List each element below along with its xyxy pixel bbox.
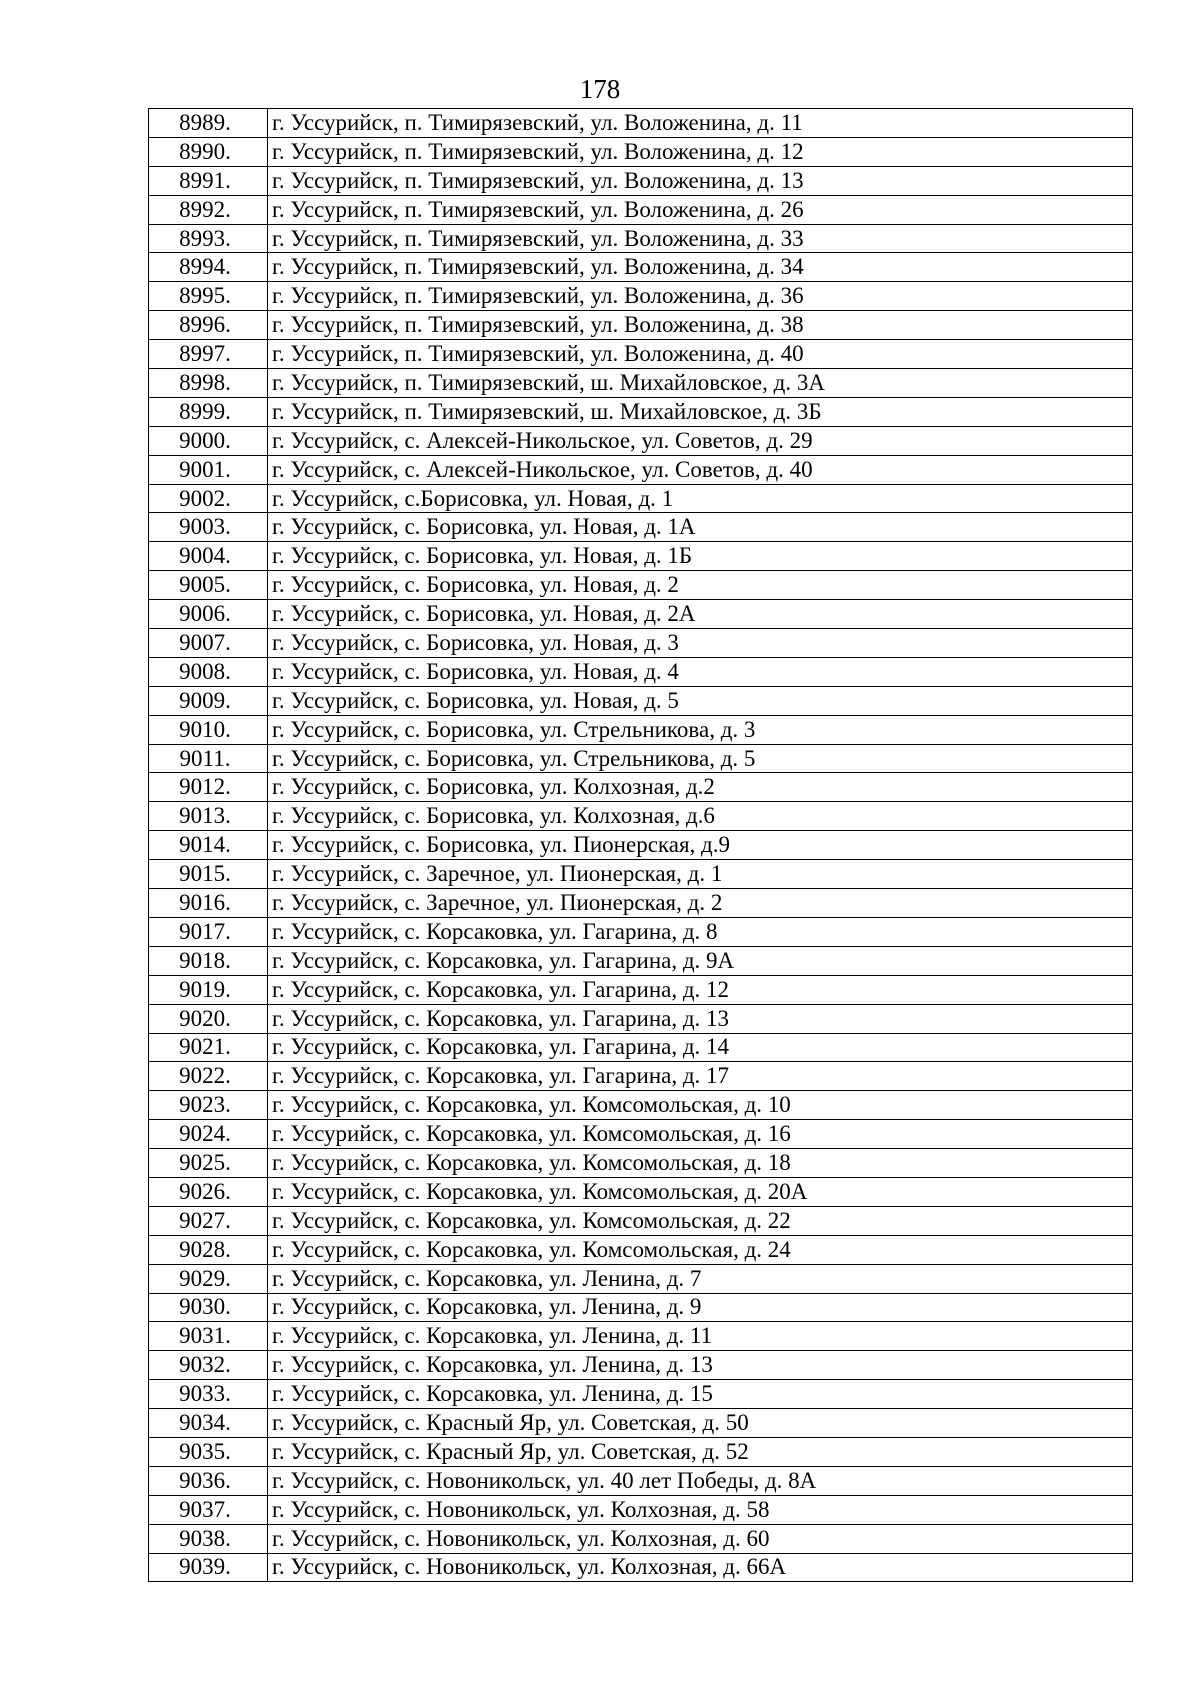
- row-number-cell: 8998.: [149, 369, 268, 398]
- table-row: [149, 946, 1133, 975]
- row-number-cell: 9035.: [149, 1437, 268, 1466]
- address-cell: г. Уссурийск, с. Алексей-Никольское, ул. Советов, д. 29: [268, 426, 1133, 455]
- table-row: [149, 1235, 1133, 1264]
- address-cell: г. Уссурийск, п. Тимирязевский, ул. Воложенина, д. 12: [268, 137, 1133, 166]
- row-number-cell: 9008.: [149, 657, 268, 686]
- address-cell: г. Уссурийск, с. Корсаковка, ул. Гагарина, д. 12: [268, 975, 1133, 1004]
- table-row: [149, 1206, 1133, 1235]
- address-table: [148, 108, 1133, 1582]
- table-row: [149, 166, 1133, 195]
- row-number-cell: 9014.: [149, 831, 268, 860]
- table-row: [149, 889, 1133, 918]
- table-row: [149, 1380, 1133, 1409]
- table-row: [149, 629, 1133, 658]
- address-cell: г. Уссурийск, п. Тимирязевский, ул. Воложенина, д. 33: [268, 224, 1133, 253]
- table-row: [149, 1322, 1133, 1351]
- table-row: [149, 455, 1133, 484]
- row-number-cell: 9031.: [149, 1322, 268, 1351]
- row-number-cell: 9037.: [149, 1495, 268, 1524]
- row-number-cell: 8995.: [149, 282, 268, 311]
- table-row: [149, 657, 1133, 686]
- row-number-cell: 9011.: [149, 744, 268, 773]
- table-row: [149, 484, 1133, 513]
- address-cell: г. Уссурийск, с. Корсаковка, ул. Гагарина, д. 8: [268, 917, 1133, 946]
- table-row: [149, 1351, 1133, 1380]
- table-row: [149, 802, 1133, 831]
- table-row: [149, 715, 1133, 744]
- address-cell: г. Уссурийск, с. Красный Яр, ул. Советская, д. 50: [268, 1409, 1133, 1438]
- row-number-cell: 9016.: [149, 889, 268, 918]
- address-cell: г. Уссурийск, с. Корсаковка, ул. Ленина, д. 15: [268, 1380, 1133, 1409]
- row-number-cell: 9022.: [149, 1062, 268, 1091]
- table-row: [149, 860, 1133, 889]
- table-row: [149, 109, 1133, 138]
- table-row: [149, 1004, 1133, 1033]
- table-row: [149, 1033, 1133, 1062]
- address-cell: г. Уссурийск, с. Корсаковка, ул. Ленина, д. 9: [268, 1293, 1133, 1322]
- address-table-body: [149, 109, 1133, 1582]
- row-number-cell: 9038.: [149, 1524, 268, 1553]
- address-cell: г. Уссурийск, с. Борисовка, ул. Пионерская, д.9: [268, 831, 1133, 860]
- address-cell: г. Уссурийск, с. Борисовка, ул. Колхозная, д.2: [268, 773, 1133, 802]
- row-number-cell: 9024.: [149, 1120, 268, 1149]
- address-cell: г. Уссурийск, с. Корсаковка, ул. Гагарина, д. 9А: [268, 946, 1133, 975]
- table-row: [149, 1437, 1133, 1466]
- address-cell: г. Уссурийск, с. Борисовка, ул. Новая, д. 5: [268, 686, 1133, 715]
- row-number-cell: 8990.: [149, 137, 268, 166]
- row-number-cell: 8993.: [149, 224, 268, 253]
- table-row: [149, 1466, 1133, 1495]
- table-row: [149, 426, 1133, 455]
- address-cell: г. Уссурийск, с. Новоникольск, ул. Колхозная, д. 66А: [268, 1553, 1133, 1582]
- row-number-cell: 9000.: [149, 426, 268, 455]
- table-row: [149, 224, 1133, 253]
- table-row: [149, 137, 1133, 166]
- address-cell: г. Уссурийск, с. Корсаковка, ул. Ленина, д. 11: [268, 1322, 1133, 1351]
- address-cell: г. Уссурийск, с. Новоникольск, ул. Колхозная, д. 60: [268, 1524, 1133, 1553]
- row-number-cell: 9009.: [149, 686, 268, 715]
- row-number-cell: 9015.: [149, 860, 268, 889]
- table-row: [149, 513, 1133, 542]
- row-number-cell: 9033.: [149, 1380, 268, 1409]
- page-number: 178: [579, 74, 621, 104]
- row-number-cell: 9026.: [149, 1177, 268, 1206]
- row-number-cell: 9019.: [149, 975, 268, 1004]
- address-cell: г. Уссурийск, с. Борисовка, ул. Стрельникова, д. 5: [268, 744, 1133, 773]
- address-cell: г. Уссурийск, с. Корсаковка, ул. Комсомольская, д. 24: [268, 1235, 1133, 1264]
- row-number-cell: 8994.: [149, 253, 268, 282]
- table-row: [149, 311, 1133, 340]
- row-number-cell: 9001.: [149, 455, 268, 484]
- table-row: [149, 686, 1133, 715]
- table-row: [149, 397, 1133, 426]
- row-number-cell: 9029.: [149, 1264, 268, 1293]
- address-cell: г. Уссурийск, с. Корсаковка, ул. Ленина, д. 13: [268, 1351, 1133, 1380]
- table-row: [149, 542, 1133, 571]
- row-number-cell: 9004.: [149, 542, 268, 571]
- address-cell: г. Уссурийск, с. Корсаковка, ул. Гагарина, д. 17: [268, 1062, 1133, 1091]
- row-number-cell: 9036.: [149, 1466, 268, 1495]
- address-cell: г. Уссурийск, с. Борисовка, ул. Новая, д. 3: [268, 629, 1133, 658]
- address-cell: г. Уссурийск, п. Тимирязевский, ш. Михайловское, д. 3Б: [268, 397, 1133, 426]
- address-cell: г. Уссурийск, с. Борисовка, ул. Новая, д. 2: [268, 571, 1133, 600]
- table-row: [149, 1264, 1133, 1293]
- address-cell: г. Уссурийск, с. Корсаковка, ул. Гагарина, д. 13: [268, 1004, 1133, 1033]
- address-cell: г. Уссурийск, с. Корсаковка, ул. Комсомольская, д. 10: [268, 1091, 1133, 1120]
- address-cell: г. Уссурийск, с. Корсаковка, ул. Комсомольская, д. 18: [268, 1149, 1133, 1178]
- table-row: [149, 253, 1133, 282]
- table-row: [149, 1524, 1133, 1553]
- address-cell: г. Уссурийск, с. Борисовка, ул. Новая, д. 2А: [268, 600, 1133, 629]
- row-number-cell: 8999.: [149, 397, 268, 426]
- address-cell: г. Уссурийск, с. Борисовка, ул. Новая, д. 4: [268, 657, 1133, 686]
- row-number-cell: 9017.: [149, 917, 268, 946]
- table-row: [149, 1495, 1133, 1524]
- address-cell: г. Уссурийск, с. Красный Яр, ул. Советская, д. 52: [268, 1437, 1133, 1466]
- row-number-cell: 9012.: [149, 773, 268, 802]
- row-number-cell: 9002.: [149, 484, 268, 513]
- table-row: [149, 1120, 1133, 1149]
- row-number-cell: 9006.: [149, 600, 268, 629]
- table-row: [149, 917, 1133, 946]
- address-cell: г. Уссурийск, п. Тимирязевский, ул. Воложенина, д. 36: [268, 282, 1133, 311]
- table-row: [149, 369, 1133, 398]
- row-number-cell: 8992.: [149, 195, 268, 224]
- table-row: [149, 1293, 1133, 1322]
- address-cell: г. Уссурийск, п. Тимирязевский, ул. Воложенина, д. 34: [268, 253, 1133, 282]
- row-number-cell: 9025.: [149, 1149, 268, 1178]
- row-number-cell: 8989.: [149, 109, 268, 138]
- row-number-cell: 9034.: [149, 1409, 268, 1438]
- address-cell: г. Уссурийск, с. Борисовка, ул. Новая, д. 1Б: [268, 542, 1133, 571]
- address-cell: г. Уссурийск, с. Корсаковка, ул. Комсомольская, д. 20А: [268, 1177, 1133, 1206]
- table-row: [149, 1149, 1133, 1178]
- row-number-cell: 9027.: [149, 1206, 268, 1235]
- table-row: [149, 1409, 1133, 1438]
- address-cell: г. Уссурийск, п. Тимирязевский, ш. Михайловское, д. 3А: [268, 369, 1133, 398]
- table-row: [149, 195, 1133, 224]
- table-row: [149, 773, 1133, 802]
- address-cell: г. Уссурийск, п. Тимирязевский, ул. Воложенина, д. 11: [268, 109, 1133, 138]
- table-row: [149, 1553, 1133, 1582]
- table-row: [149, 340, 1133, 369]
- table-row: [149, 600, 1133, 629]
- table-row: [149, 282, 1133, 311]
- row-number-cell: 8997.: [149, 340, 268, 369]
- address-cell: г. Уссурийск, с. Борисовка, ул. Новая, д. 1А: [268, 513, 1133, 542]
- table-row: [149, 1177, 1133, 1206]
- address-cell: г. Уссурийск, с. Борисовка, ул. Стрельникова, д. 3: [268, 715, 1133, 744]
- address-cell: г. Уссурийск, с. Заречное, ул. Пионерская, д. 2: [268, 889, 1133, 918]
- address-cell: г. Уссурийск, п. Тимирязевский, ул. Воложенина, д. 13: [268, 166, 1133, 195]
- row-number-cell: 9005.: [149, 571, 268, 600]
- address-cell: г. Уссурийск, п. Тимирязевский, ул. Воложенина, д. 26: [268, 195, 1133, 224]
- row-number-cell: 9003.: [149, 513, 268, 542]
- row-number-cell: 9018.: [149, 946, 268, 975]
- address-cell: г. Уссурийск, с. Заречное, ул. Пионерская, д. 1: [268, 860, 1133, 889]
- row-number-cell: 9028.: [149, 1235, 268, 1264]
- table-row: [149, 831, 1133, 860]
- address-cell: г. Уссурийск, с. Корсаковка, ул. Ленина, д. 7: [268, 1264, 1133, 1293]
- table-row: [149, 1091, 1133, 1120]
- address-cell: г. Уссурийск, с. Новоникольск, ул. Колхозная, д. 58: [268, 1495, 1133, 1524]
- row-number-cell: 9010.: [149, 715, 268, 744]
- table-row: [149, 975, 1133, 1004]
- row-number-cell: 8996.: [149, 311, 268, 340]
- row-number-cell: 9030.: [149, 1293, 268, 1322]
- row-number-cell: 9020.: [149, 1004, 268, 1033]
- row-number-cell: 9007.: [149, 629, 268, 658]
- address-cell: г. Уссурийск, с. Корсаковка, ул. Комсомольская, д. 22: [268, 1206, 1133, 1235]
- row-number-cell: 9039.: [149, 1553, 268, 1582]
- address-cell: г. Уссурийск, с. Борисовка, ул. Колхозная, д.6: [268, 802, 1133, 831]
- address-cell: г. Уссурийск, с. Новоникольск, ул. 40 лет Победы, д. 8А: [268, 1466, 1133, 1495]
- address-cell: г. Уссурийск, с. Корсаковка, ул. Комсомольская, д. 16: [268, 1120, 1133, 1149]
- address-cell: г. Уссурийск, с. Алексей-Никольское, ул. Советов, д. 40: [268, 455, 1133, 484]
- table-row: [149, 744, 1133, 773]
- address-cell: г. Уссурийск, п. Тимирязевский, ул. Воложенина, д. 38: [268, 311, 1133, 340]
- row-number-cell: 9013.: [149, 802, 268, 831]
- address-cell: г. Уссурийск, п. Тимирязевский, ул. Воложенина, д. 40: [268, 340, 1133, 369]
- row-number-cell: 8991.: [149, 166, 268, 195]
- row-number-cell: 9021.: [149, 1033, 268, 1062]
- row-number-cell: 9032.: [149, 1351, 268, 1380]
- table-row: [149, 1062, 1133, 1091]
- address-cell: г. Уссурийск, с.Борисовка, ул. Новая, д. 1: [268, 484, 1133, 513]
- row-number-cell: 9023.: [149, 1091, 268, 1120]
- table-row: [149, 571, 1133, 600]
- address-cell: г. Уссурийск, с. Корсаковка, ул. Гагарина, д. 14: [268, 1033, 1133, 1062]
